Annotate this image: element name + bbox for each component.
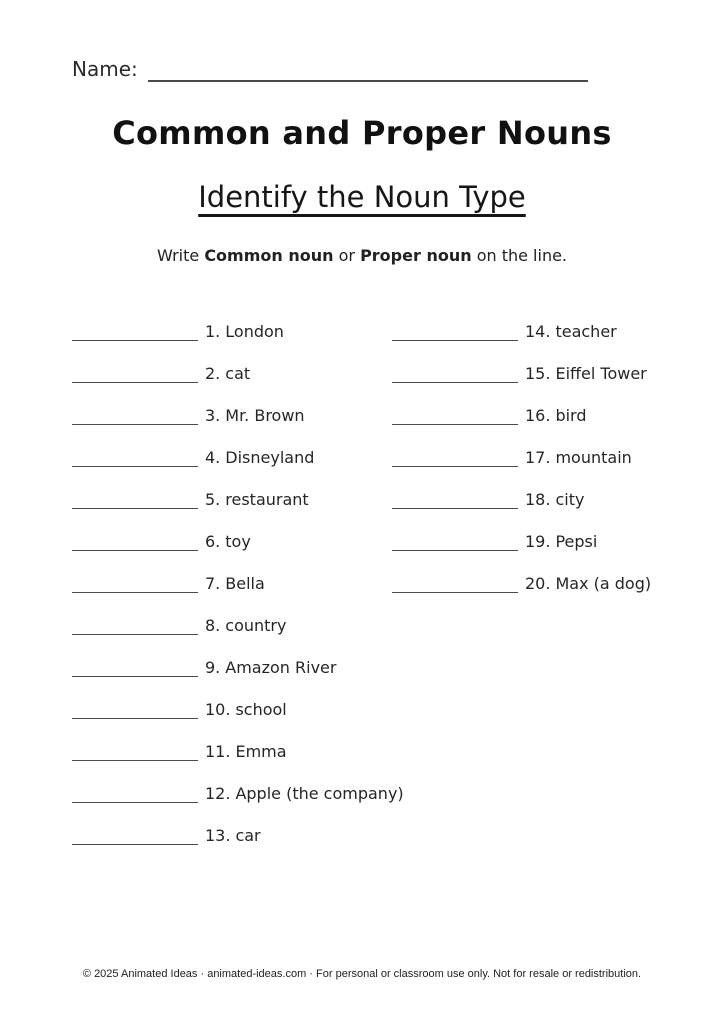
answer-blank-line xyxy=(392,414,518,425)
item-word: Disneyland xyxy=(225,448,315,467)
item-word: Max (a dog) xyxy=(555,574,652,593)
worksheet-item xyxy=(72,383,404,425)
answer-blank-line xyxy=(72,666,198,677)
answer-blank-line xyxy=(72,372,198,383)
answer-blank-line xyxy=(72,708,198,719)
item-word: country xyxy=(225,616,287,635)
answer-blank-line xyxy=(392,540,518,551)
item-word: Pepsi xyxy=(555,532,598,551)
answer-blank-line xyxy=(72,540,198,551)
item-word: Mr. Brown xyxy=(225,406,305,425)
items-column-right xyxy=(392,299,651,593)
item-number: 6. xyxy=(205,532,221,551)
answer-blank-line xyxy=(72,456,198,467)
worksheet-item xyxy=(392,509,651,551)
item-word: mountain xyxy=(555,448,632,467)
answer-blank-line xyxy=(72,834,198,845)
item-word: teacher xyxy=(555,322,617,341)
worksheet-item xyxy=(72,509,404,551)
item-number: 8. xyxy=(205,616,221,635)
page-title: Common and Proper Nouns xyxy=(112,114,612,152)
worksheet-item xyxy=(72,593,404,635)
item-word: city xyxy=(555,490,585,509)
worksheet-item xyxy=(392,299,651,341)
worksheet-item xyxy=(72,635,404,677)
answer-blank-line xyxy=(392,498,518,509)
worksheet-item xyxy=(72,551,404,593)
worksheet-item xyxy=(72,341,404,383)
item-number: 5. xyxy=(205,490,221,509)
name-blank-line xyxy=(148,58,588,82)
worksheet-item xyxy=(392,467,651,509)
item-number: 1. xyxy=(205,322,221,341)
item-word: Amazon River xyxy=(225,658,337,677)
instruction-text xyxy=(0,246,724,265)
item-number: 7. xyxy=(205,574,221,593)
worksheet-item xyxy=(72,467,404,509)
item-number: 12. xyxy=(205,784,231,803)
item-number: 11. xyxy=(205,742,231,761)
item-number: 4. xyxy=(205,448,221,467)
instruction-bold-proper-noun: Proper noun xyxy=(360,246,472,265)
answer-blank-line xyxy=(72,330,198,341)
answer-blank-line xyxy=(392,456,518,467)
item-word: toy xyxy=(225,532,251,551)
answer-blank-line xyxy=(72,498,198,509)
item-word: cat xyxy=(225,364,251,383)
item-number: 16. xyxy=(525,406,551,425)
item-word: Bella xyxy=(225,574,265,593)
worksheet-item xyxy=(392,425,651,467)
answer-blank-line xyxy=(72,414,198,425)
instruction-bold-common-noun: Common noun xyxy=(204,246,334,265)
worksheet-item xyxy=(392,551,651,593)
item-word: car xyxy=(235,826,261,845)
item-word: school xyxy=(235,700,287,719)
worksheet-item xyxy=(72,719,404,761)
worksheet-item xyxy=(72,803,404,845)
item-word: bird xyxy=(555,406,587,425)
item-word: Eiffel Tower xyxy=(555,364,647,383)
answer-blank-line xyxy=(72,624,198,635)
item-number: 9. xyxy=(205,658,221,677)
instruction-segment: Write xyxy=(156,246,205,265)
answer-blank-line xyxy=(72,750,198,761)
instruction-segment: on the line. xyxy=(471,246,568,265)
item-number: 10. xyxy=(205,700,231,719)
items-column-left xyxy=(72,299,404,845)
item-word: Emma xyxy=(235,742,287,761)
page-subtitle: Identify the Noun Type xyxy=(198,180,526,214)
worksheet-item xyxy=(72,299,404,341)
instruction-segment: or xyxy=(333,246,361,265)
item-number: 19. xyxy=(525,532,551,551)
item-word: Apple (the company) xyxy=(235,784,404,803)
name-row xyxy=(72,56,588,82)
worksheet-item xyxy=(72,761,404,803)
answer-blank-line xyxy=(72,582,198,593)
footer-text: © 2025 Animated Ideas · animated-ideas.com · For personal or classroom use only. Not for resale or redistribution. xyxy=(82,968,642,980)
item-number: 3. xyxy=(205,406,221,425)
item-number: 2. xyxy=(205,364,221,383)
item-number: 20. xyxy=(525,574,551,593)
name-label: Name: xyxy=(72,57,138,81)
worksheet-item xyxy=(392,383,651,425)
worksheet-item xyxy=(72,677,404,719)
item-word: London xyxy=(225,322,284,341)
answer-blank-line xyxy=(392,372,518,383)
item-number: 17. xyxy=(525,448,551,467)
answer-blank-line xyxy=(392,330,518,341)
answer-blank-line xyxy=(72,792,198,803)
answer-blank-line xyxy=(392,582,518,593)
worksheet-item xyxy=(392,341,651,383)
item-number: 18. xyxy=(525,490,551,509)
item-word: restaurant xyxy=(225,490,309,509)
item-number: 15. xyxy=(525,364,551,383)
worksheet-item xyxy=(72,425,404,467)
item-number: 13. xyxy=(205,826,231,845)
item-number: 14. xyxy=(525,322,551,341)
